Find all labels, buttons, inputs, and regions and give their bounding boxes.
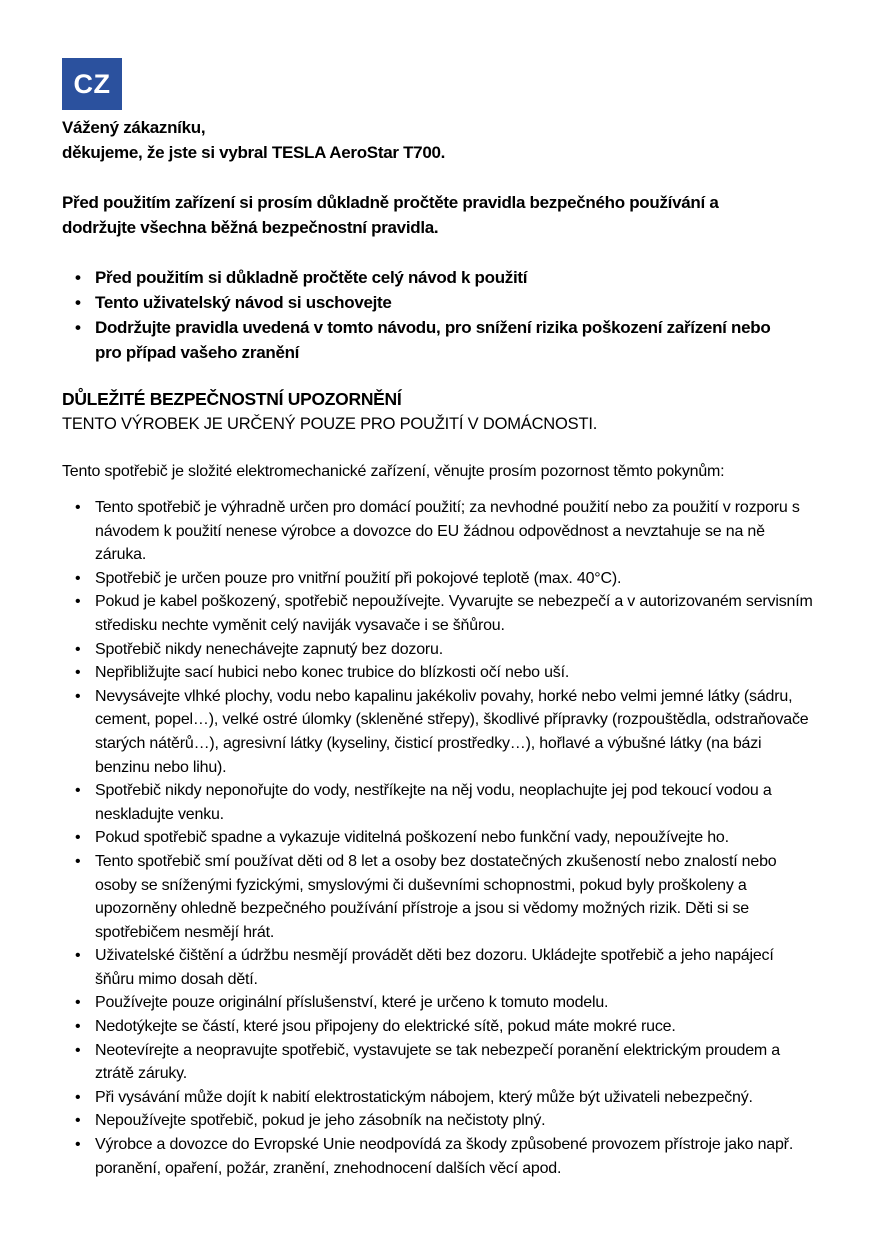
instructions-intro: Tento spotřebič je složité elektromechanické zařízení, věnujte prosím pozornost těmto pokynům: <box>62 463 725 480</box>
list-item: • Používejte pouze originální příslušenství, které je určeno k tomuto modelu. <box>75 991 814 1015</box>
list-item: • Neotevírejte a neopravujte spotřebič, vystavujete se tak nebezpečí poranění elektrickým proudem a ztrátě záruky. <box>75 1039 814 1086</box>
list-item: • Spotřebič je určen pouze pro vnitřní použití při pokojové teplotě (max. 40°C). <box>75 567 814 591</box>
list-item: • Tento spotřebič smí používat děti od 8 let a osoby bez dostatečných zkušeností nebo znalostí nebo osoby se sníženými fyzickými, smyslovými či duševními schopnostmi, pokud byly proškoleny a upozorněny ohledně bezpečného používání přístroje a jsou si vědomy možných rizik. Děti si se spotřebičem nesmějí hrát. <box>75 850 814 944</box>
list-item: • Před použitím si důkladně pročtěte celý návod k použití <box>75 265 795 290</box>
list-item: • Pokud je kabel poškozený, spotřebič nepoužívejte. Vyvarujte se nebezpečí a v autorizovaném servisním středisku nechte vyměnit celý naviják vysavače i se šňůrou. <box>75 590 814 637</box>
list-item: • Uživatelské čištění a údržbu nesmějí provádět děti bez dozoru. Ukládejte spotřebič a jeho napájecí šňůru mimo dosah dětí. <box>75 944 814 991</box>
greeting-line-1: Vážený zákazníku, <box>62 118 206 137</box>
list-item: • Nedotýkejte se částí, které jsou připojeny do elektrické sítě, pokud máte mokré ruce. <box>75 1015 814 1039</box>
list-item: • Spotřebič nikdy neponořujte do vody, nestříkejte na něj vodu, neoplachujte jej pod tekoucí vodou a neskladujte venku. <box>75 779 814 826</box>
intro-paragraph: Před použitím zařízení si prosím důkladně pročtěte pravidla bezpečného používání a dodržujte všechna běžná bezpečnostní pravidla. <box>62 193 719 237</box>
language-badge <box>62 58 122 110</box>
list-item: • Nevysávejte vlhké plochy, vodu nebo kapalinu jakékoliv povahy, horké nebo velmi jemné látky (sádru, cement, popel…), velké ostré úlomky (skleněné střepy), škodlivé přípravky (rozpouštědla, odstraňovače starých nátěrů…), agresivní látky (kyseliny, čisticí prostředky…), hořlavé a výbušné látky (na bázi benzinu nebo lihu). <box>75 685 814 779</box>
list-item: • Nepřibližujte sací hubici nebo konec trubice do blízkosti očí nebo uší. <box>75 661 814 685</box>
list-item: • Při vysávání může dojít k nabití elektrostatickým nábojem, který může být uživateli nebezpečný. <box>75 1086 814 1110</box>
safety-bullet-list <box>62 496 814 1180</box>
section-subtitle: TENTO VÝROBEK JE URČENÝ POUZE PRO POUŽITÍ V DOMÁCNOSTI. <box>62 415 598 433</box>
section-title: DŮLEŽITÉ BEZPEČNOSTNÍ UPOZORNĚNÍ <box>62 389 402 409</box>
list-item: • Spotřebič nikdy nenechávejte zapnutý bez dozoru. <box>75 638 814 662</box>
list-item: • Tento spotřebič je výhradně určen pro domácí použití; za nevhodné použití nebo za použití v rozporu s návodem k použití nenese výrobce a dovozce do EU žádnou odpovědnost a nevztahuje se na ně záruka. <box>75 496 814 567</box>
list-item: • Dodržujte pravidla uvedená v tomto návodu, pro snížení rizika poškození zařízení nebo pro případ vašeho zranění <box>75 315 795 365</box>
greeting <box>62 115 814 165</box>
list-item: • Tento uživatelský návod si uschovejte <box>75 290 795 315</box>
intro-bullet-list <box>62 265 814 365</box>
list-item: • Nepoužívejte spotřebič, pokud je jeho zásobník na nečistoty plný. <box>75 1109 814 1133</box>
greeting-line-2: děkujeme, že jste si vybral TESLA AeroStar T700. <box>62 143 446 162</box>
list-item: • Pokud spotřebič spadne a vykazuje viditelná poškození nebo funkční vady, nepoužívejte ho. <box>75 826 814 850</box>
language-badge-label: CZ <box>73 68 111 99</box>
list-item: • Výrobce a dovozce do Evropské Unie neodpovídá za škody způsobené provozem přístroje jako např. poranění, opaření, požár, zranění, znehodnocení dalších věcí apod. <box>75 1133 814 1180</box>
